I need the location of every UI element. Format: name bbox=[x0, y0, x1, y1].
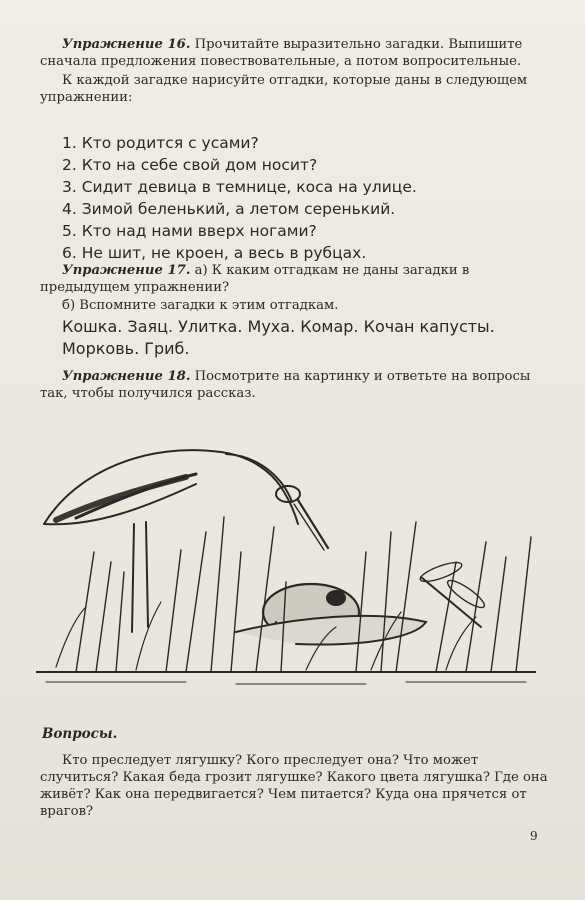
riddle-item: 4. Зимой беленький, а летом серенький. bbox=[62, 200, 396, 218]
questions-title: Вопросы. bbox=[42, 726, 118, 742]
exercise-18-title: Упражнение 18. bbox=[62, 369, 191, 384]
riddle-item: 6. Не шит, не кроен, а весь в рубцах. bbox=[62, 244, 367, 262]
riddle-answers: Кошка. Заяц. Улитка. Муха. Комар. Кочан капусты. Морковь. Гриб. bbox=[62, 317, 495, 358]
riddle-item: 3. Сидит девица в темнице, коса на улице. bbox=[62, 178, 417, 196]
riddle-item: 2. Кто на себе свой дом носит? bbox=[62, 156, 318, 174]
riddle-list bbox=[62, 132, 532, 264]
heron-frog-illustration bbox=[36, 432, 536, 697]
exercise-17 bbox=[40, 262, 548, 314]
exercise-17-question-a: а) К каким отгадкам не даны загадки в предыдущем упражнении? bbox=[40, 263, 470, 295]
page-number: 9 bbox=[530, 829, 538, 843]
exercise-17-question-b: б) Вспомните загадки к этим отгадкам. bbox=[62, 298, 339, 313]
exercise-16-task: К каждой загадке нарисуйте отгадки, которые даны в следующем упражнении: bbox=[40, 73, 528, 105]
riddle-item: 5. Кто над нами вверх ногами? bbox=[62, 222, 317, 240]
exercise-17-title: Упражнение 17. bbox=[62, 263, 191, 278]
exercise-18-text: Посмотрите на картинку и ответьте на вопросы так, чтобы получился рассказ. bbox=[40, 369, 531, 401]
exercise-16-title: Упражнение 16. bbox=[62, 37, 191, 52]
questions-text: Кто преследует лягушку? Кого преследует она? Что может случиться? Какая беда грозит лягушке? Какого цвета лягушка? Где она живёт? Как она передвигается? Чем питается? Куда она прячется от врагов? bbox=[40, 753, 548, 819]
riddle-item: 1. Кто родится с усами? bbox=[62, 134, 259, 152]
exercise-16-intro bbox=[40, 36, 548, 106]
exercise-18 bbox=[40, 368, 548, 402]
exercise-16-text: Прочитайте выразительно загадки. Выпишите сначала предложения повествовательные, а потом вопросительные. bbox=[40, 37, 523, 69]
